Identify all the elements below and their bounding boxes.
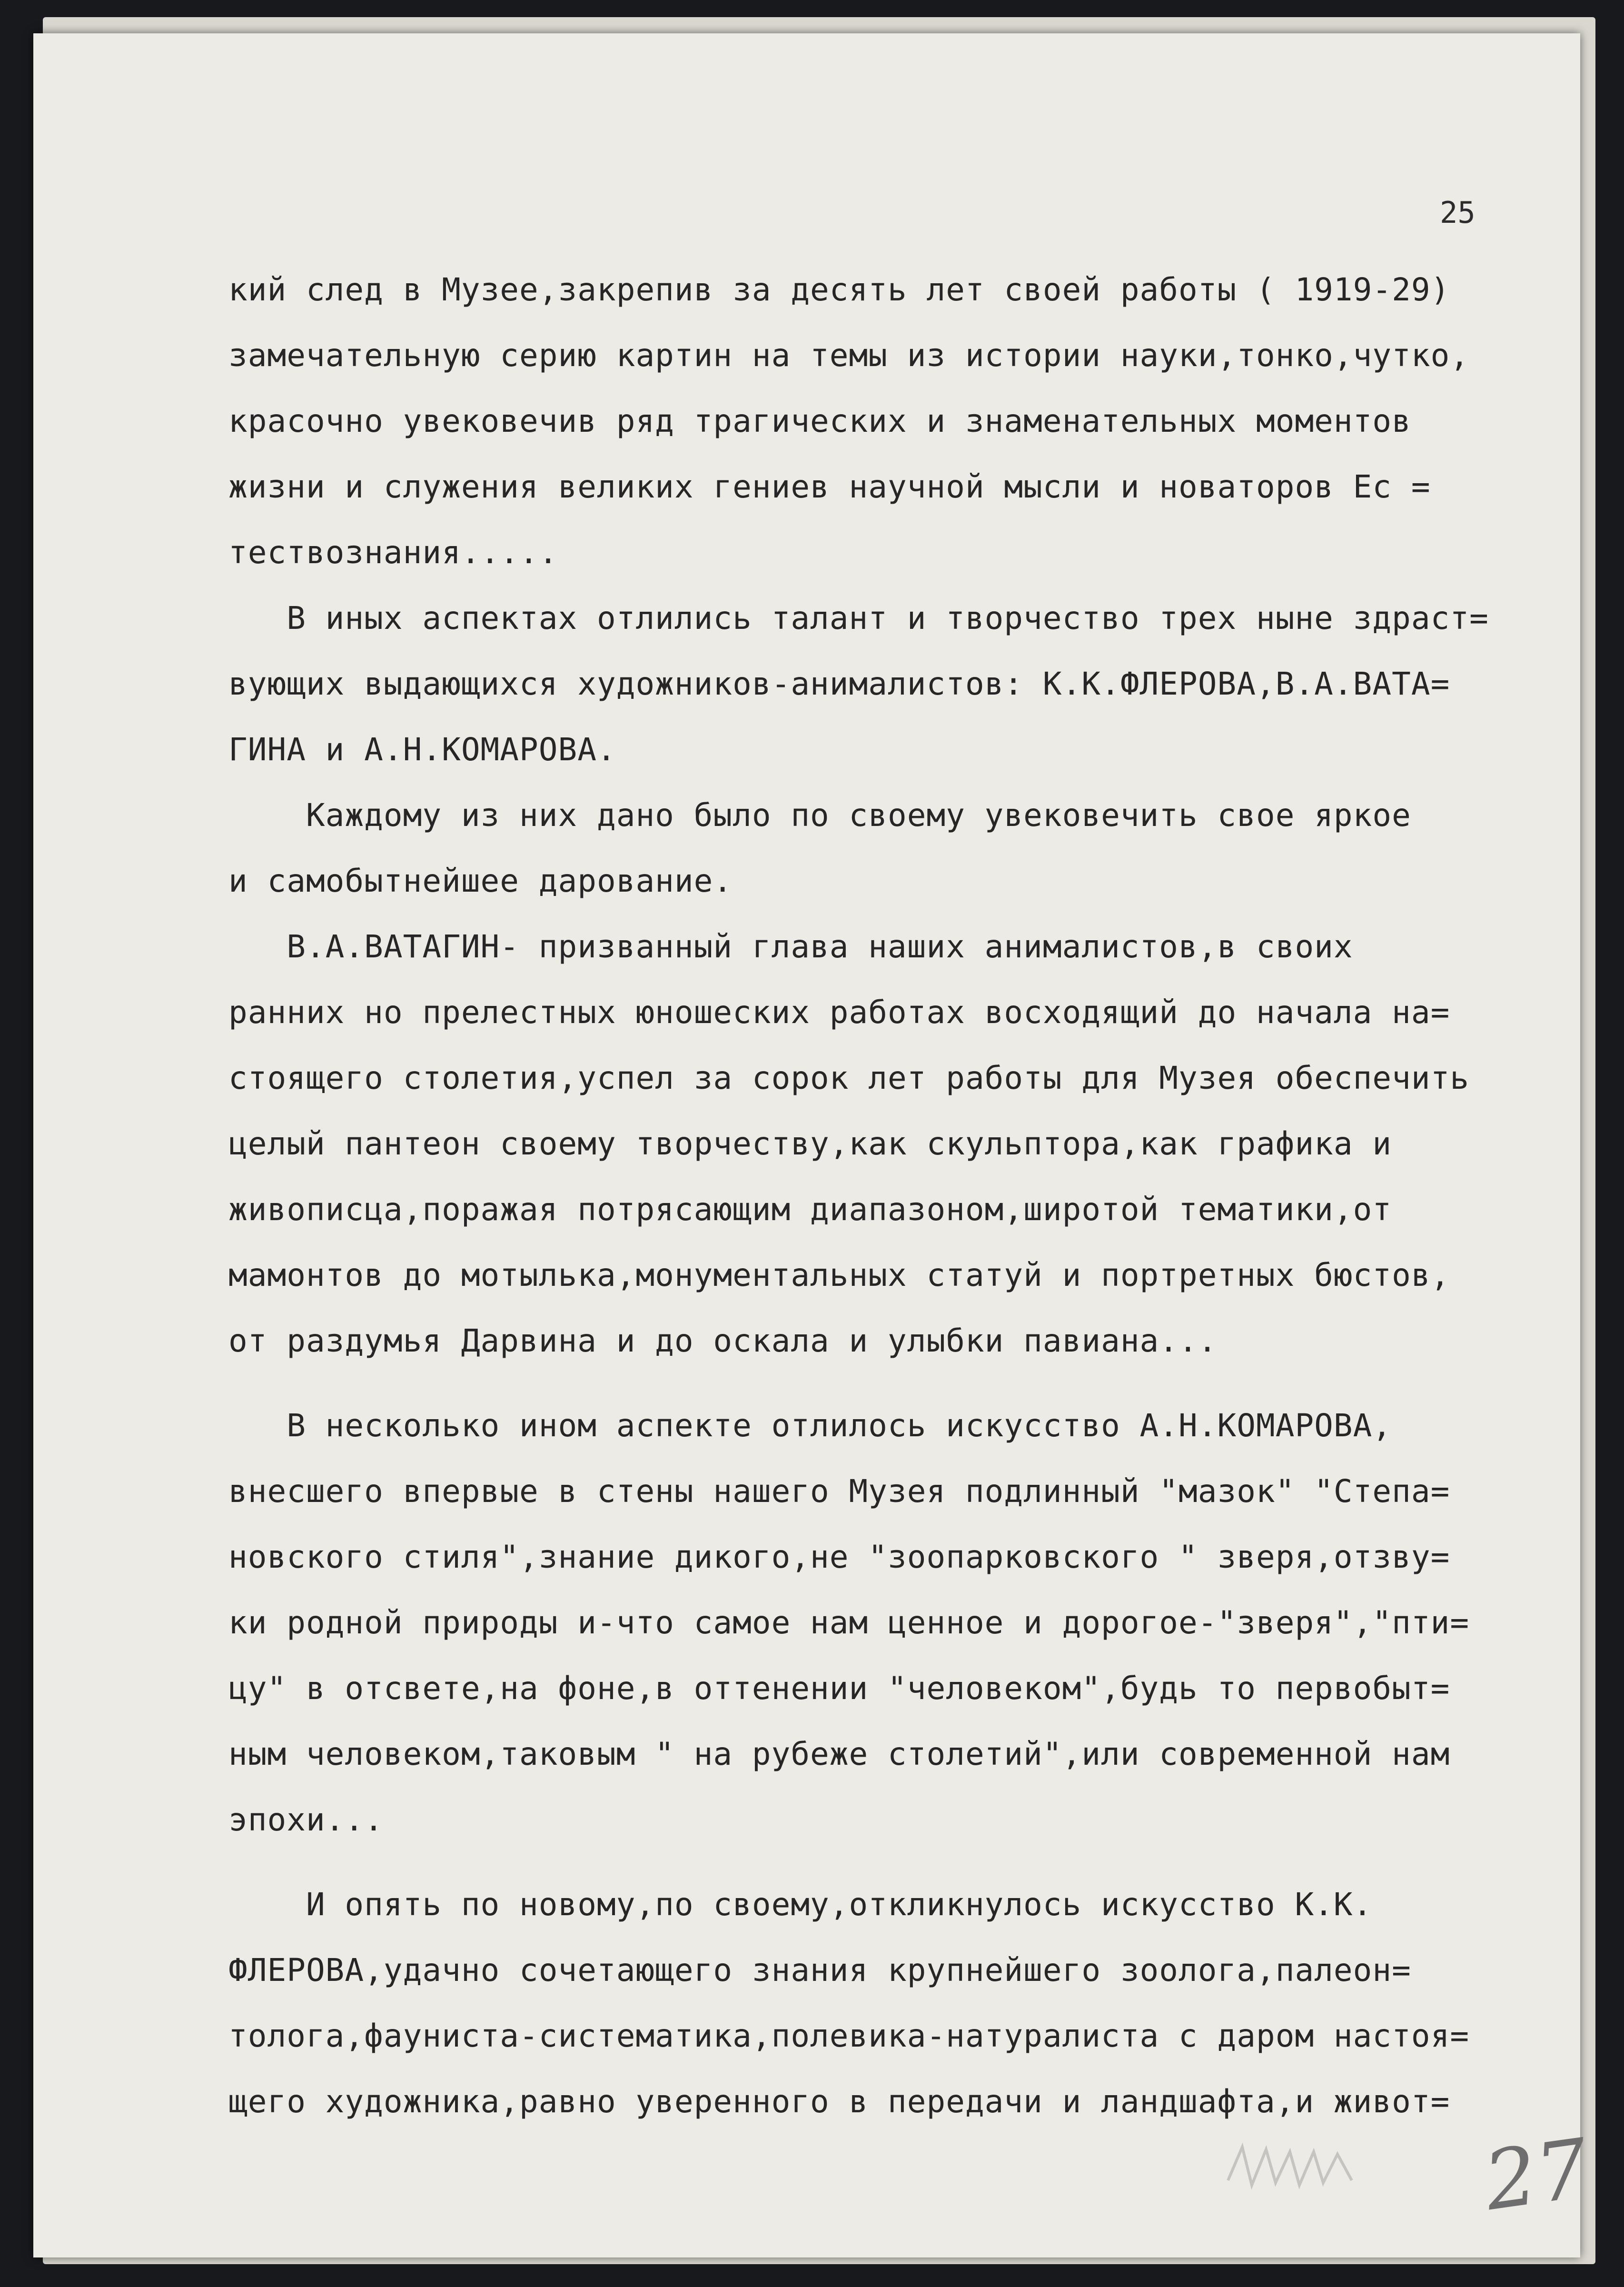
text-line-27: толога,фауниста-систематика,полевика-натуралиста с даром настоя=	[228, 2018, 1470, 2054]
faint-stamp-mark	[1223, 2138, 1366, 2195]
paragraph-gap	[228, 1853, 1580, 1872]
text-line-15: живописца,поражая потрясающим диапазоном,широтой тематики,от	[228, 1191, 1392, 1228]
text-line-8: ГИНА и А.Н.КОМАРОВА.	[228, 731, 616, 768]
text-line-22: цу" в отсвете,на фоне,в оттенении "человеком",будь то первобыт=	[228, 1670, 1450, 1707]
handwritten-sheet-number: 27	[1479, 2121, 1594, 2229]
document-page	[33, 33, 1594, 2257]
text-line-24: эпохи...	[228, 1801, 384, 1838]
text-line-23: ным человеком,таковым " на рубеже столетий",или современной нам	[228, 1736, 1450, 1772]
text-line-1: кий след в Музее,закрепив за десять лет своей работы ( 1919-29)	[228, 271, 1450, 308]
text-line-12: ранних но прелестных юношеских работах восходящий до начала на=	[228, 994, 1450, 1031]
text-line-11: В.А.ВАТАГИН- призванный глава наших анималистов,в своих	[228, 928, 1353, 965]
text-line-19: внесшего впервые в стены нашего Музея подлинный "мазок" "Степа=	[228, 1473, 1450, 1510]
page-number: 25	[1440, 195, 1475, 230]
text-line-28: щего художника,равно уверенного в передачи и ландшафта,и живот=	[228, 2083, 1450, 2120]
text-line-2: замечательную серию картин на темы из истории науки,тонко,чутко,	[228, 337, 1470, 374]
text-line-3: красочно увековечив ряд трагических и знаменательных моментов	[228, 403, 1411, 439]
text-line-4: жизни и служения великих гениев научной мысли и новаторов Ес =	[228, 468, 1431, 505]
text-line-7: вующих выдающихся художников-анималистов: К.К.ФЛЕРОВА,В.А.ВАТА=	[228, 666, 1450, 702]
text-line-10: и самобытнейшее дарование.	[228, 863, 733, 899]
text-line-26: ФЛЕРОВА,удачно сочетающего знания крупнейшего зоолога,палеон=	[228, 1952, 1411, 1989]
typed-text-body	[228, 257, 1580, 2135]
text-line-13: стоящего столетия,успел за сорок лет работы для Музея обеспечить	[228, 1060, 1470, 1096]
text-line-14: целый пантеон своему творчеству,как скульптора,как графика и	[228, 1125, 1392, 1162]
text-line-25: И опять по новому,по своему,откликнулось искусство К.К.	[228, 1886, 1373, 1923]
text-line-17: от раздумья Дарвина и до оскала и улыбки павиана...	[228, 1322, 1218, 1359]
text-line-5: тествознания.....	[228, 534, 558, 571]
text-line-6: В иных аспектах отлились талант и творчество трех ныне здраст=	[228, 600, 1489, 636]
text-line-16: мамонтов до мотылька,монументальных статуй и портретных бюстов,	[228, 1257, 1450, 1293]
paragraph-gap	[228, 1374, 1580, 1393]
text-line-21: ки родной природы и-что самое нам ценное и дорогое-"зверя","пти=	[228, 1604, 1470, 1641]
text-line-20: новского стиля",знание дикого,не "зоопарковского " зверя,отзву=	[228, 1539, 1450, 1575]
text-line-18: В несколько ином аспекте отлилось искусство А.Н.КОМАРОВА,	[228, 1407, 1392, 1444]
text-line-9: Каждому из них дано было по своему увековечить свое яркое	[228, 797, 1411, 834]
